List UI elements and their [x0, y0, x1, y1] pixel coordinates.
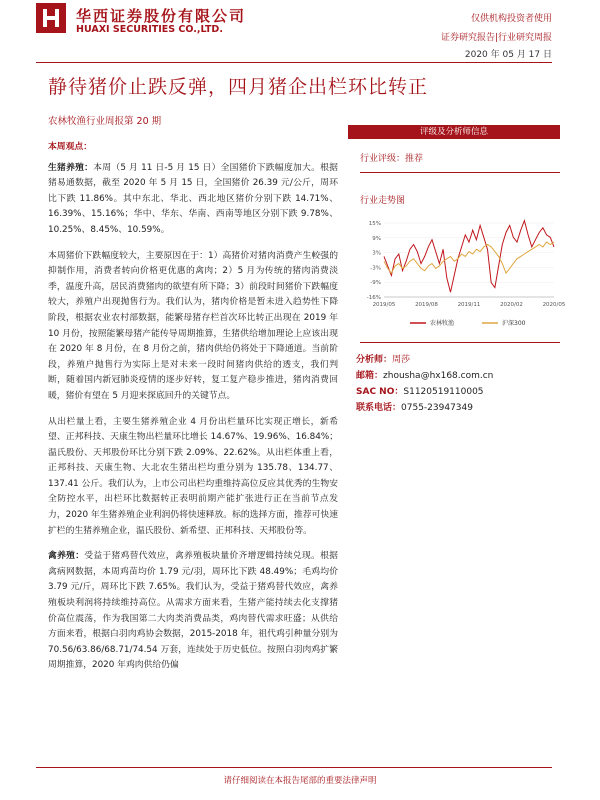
paragraph-label: 生猪养殖：: [48, 162, 94, 173]
footer-divider: [36, 767, 552, 768]
email: [356, 368, 493, 384]
y-tick-label: 3%: [372, 250, 381, 257]
company-logo-icon: [36, 3, 66, 33]
paragraph-output: 从出栏量上看，主要生猪养殖企业 4 月份出栏量环比实现正增长，新希望、正邦科技、天康生物出栏量环比增长 14.67%、19.96%、16.84%；温氏股份、天邦股份环比分别下跌 2.09%、22.62%。从出栏体重上看，正邦科技、天康生物、大北农生猪出栏均重分别为 135.78、134.77、137.41 公斤。我们认为，上市公司出栏均重维持高位反应其优秀的生物安全防控水平，出栏环比数据转正表明前期产能扩张进行正在当前节点发力，2020 年生猪养殖企业利润仍将快速释放。标的选择方面，推荐可快速扩栏的生猪养殖企业，温氏股份、新希望、正邦科技、天邦股份等。: [48, 416, 338, 536]
paragraph-pig-farming: [48, 161, 338, 239]
y-tick-label: 15%: [368, 221, 381, 227]
trend-label: 行业走势图: [360, 196, 406, 206]
sac-label: SAC NO：: [356, 387, 404, 397]
report-type: 证券研究报告|行业研究周报: [440, 33, 552, 43]
footer-disclaimer: 请仔细阅读在本报告尾部的重要法律声明: [223, 776, 377, 786]
paragraph-poultry: [48, 549, 338, 674]
y-tick-label: -3%: [370, 265, 381, 272]
x-tick-label: 2020/02: [500, 302, 523, 308]
sac-value: S1120519110005: [403, 387, 484, 397]
analyst: [356, 352, 493, 368]
company-name-cn: 华西证券股份有限公司: [76, 7, 247, 25]
x-tick-label: 2019/11: [457, 302, 481, 308]
analyst-info: [356, 352, 493, 416]
paragraph-text: 受益于猪鸡替代效应，禽养殖板块量价齐增逻辑持续兑现。根据禽病网数据，本周鸡苗均价 1.79 元/羽，周环比下跌 48.49%；毛鸡均价 3.79 元/斤，周环比下跌 7.65%。我们认为，受益于猪鸡替代效应，禽养殖板块利润将持续维持高位。从需求方面来看，生猪产能持续去化支撑猪价高位震荡，作为我国第二大肉类消费品类，鸡肉替代需求旺盛；从供给方面来看，根据白羽肉鸡协会数据，2015-2018 年，祖代鸡引种量分别为 70.56/63.86/68.71/74.54 万套，连续处于历史低位。按照白羽肉鸡扩繁周期推算，2020 年鸡肉供给仍偏: [48, 551, 338, 671]
trend-chart-svg: [358, 213, 566, 343]
y-tick-label: -16%: [366, 295, 381, 301]
y-tick-label: 9%: [372, 235, 381, 242]
company-name-en: HUAXI SECURITIES CO.,LTD.: [76, 24, 223, 35]
rating-label: 行业评级：: [360, 154, 406, 164]
report-subtitle: 农林牧渔行业周报第 20 期: [48, 116, 162, 127]
x-tick-label: 2019/08: [415, 302, 438, 308]
legend-label: 沪深300: [502, 320, 526, 327]
sidebar-divider: [360, 342, 560, 343]
legend-label: 农林牧渔: [430, 320, 455, 327]
sidebar-tab: 评级及分析师信息: [348, 125, 560, 139]
report-title: 静待猪价止跌反弹，四月猪企出栏环比转正: [48, 76, 429, 98]
paragraph-price-analysis: 本周猪价下跌幅度较大，主要原因在于：1）高猪价对猪肉消费产生較强的抑制作用，消费者转向价格更优惠的禽肉；2）5 月为传统的猪肉消费淡季，温度升高，居民消费猪肉的欲望有所下降；3）前段时间猪价下跌幅度较大，养殖户出现抛售行为。我们认为，猪肉价格是暂未进入趋势性下降阶段，根据农业农村部数据，能繁母猪存栏首次环比转正出现在 2019 年 10 月份，按照能繁母猪产能传导周期推算，生猪供给增加理论上应该出现在 2020 年 8 月份，在 8 月份之前，猪肉供给仍将处于下降通道。当前阶段，养殖户抛售行为实际上是对未来一段时间猪肉供给的透支，我们判断，随着国内新冠肺炎疫情的逐步好转，复工复产稳步推进，猪肉消费回暖，猪价有望在 5 月迎来探底回升的关键节点。: [48, 250, 338, 401]
sac: [356, 384, 493, 400]
phone: [356, 400, 493, 416]
rating: [360, 151, 423, 164]
paragraph-text: 本周（5 月 11 日-5 月 15 日）全国猪价下跌幅度加大。根据猪易通数据，截至 2020 年 5 月 15 日，全国猪价 26.39 元/公斤，周环比下跌 11.86%。其中东北、华北、西北地区猪价分别下跌 14.71%、16.39%、15.16%；华中、华东、华南、西南等地区分别下跌 9.78%、10.25%、8.45%、10.59%。: [48, 162, 338, 235]
paragraph-label: 禽养殖：: [48, 551, 85, 562]
series-line: [384, 242, 554, 273]
phone-value: 0755-23947349: [401, 403, 473, 413]
audience-note: 仅供机构投资者使用: [470, 14, 552, 24]
phone-label: 联系电话：: [356, 403, 402, 413]
email-label: 邮箱：: [356, 371, 384, 381]
email-link[interactable]: zhousha@hx168.com.cn: [383, 371, 494, 381]
rating-value: 推荐: [405, 154, 424, 164]
header-divider: [36, 62, 552, 63]
trend-chart: [358, 213, 566, 347]
main-body: [48, 140, 338, 684]
y-tick-label: -9%: [370, 280, 381, 287]
section-label: 本周观点：: [48, 142, 92, 152]
sidebar-divider: [360, 172, 560, 173]
x-tick-label: 2019/05: [372, 302, 396, 308]
series-line: [384, 221, 554, 293]
analyst-label: 分析师：: [356, 355, 393, 365]
report-date: 2020 年 05 月 17 日: [464, 50, 552, 60]
analyst-name: 周莎: [392, 355, 411, 365]
x-tick-label: 2020/05: [542, 302, 566, 308]
